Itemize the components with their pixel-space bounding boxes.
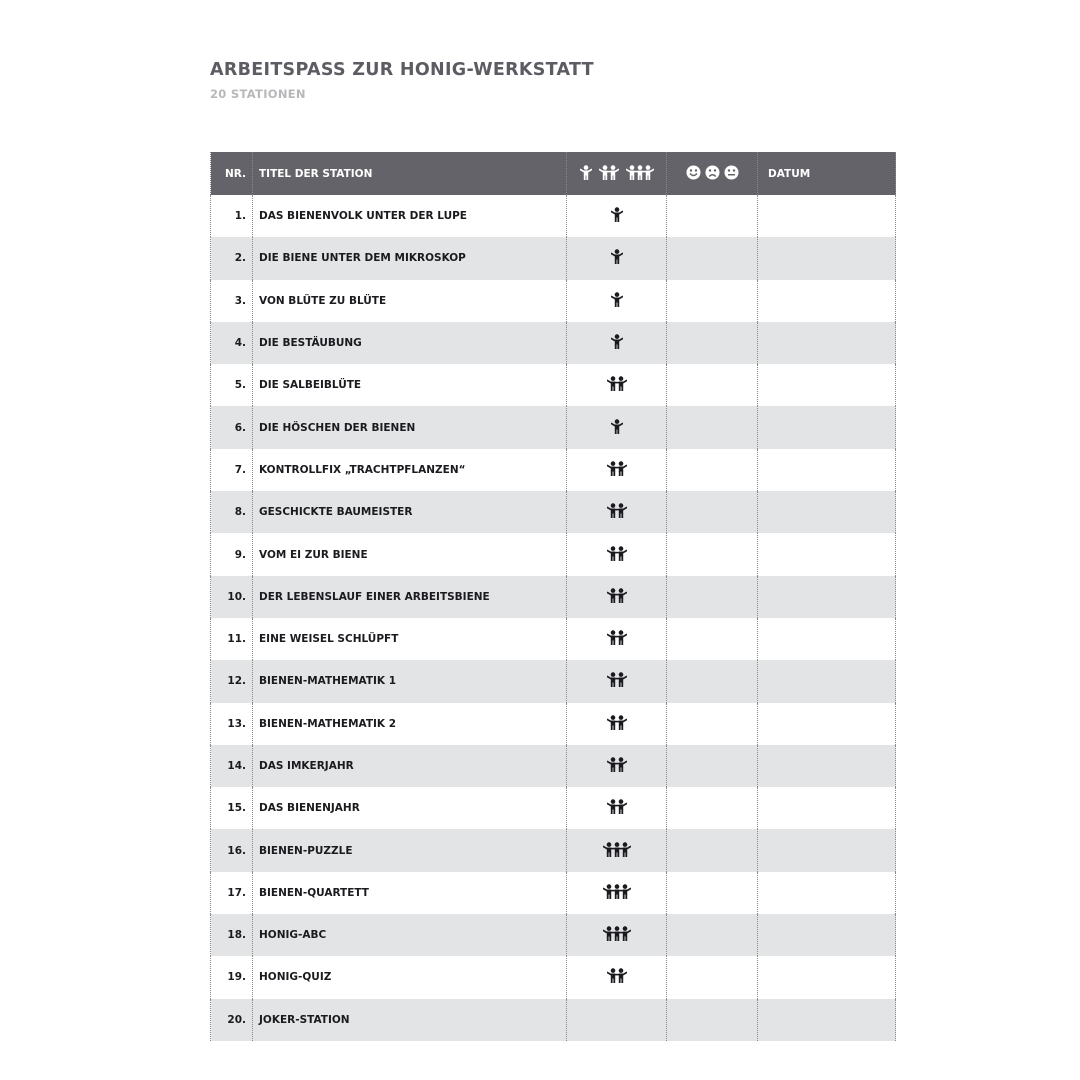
mood-cell[interactable] [667,406,758,448]
header-nr: NR. [211,152,253,195]
mood-cell[interactable] [667,829,758,871]
group-size-cell [567,703,667,745]
person-single-icon [611,207,623,225]
station-title: KONTROLLFIX „TRACHTPFLANZEN“ [253,449,567,491]
date-cell[interactable] [758,703,896,745]
group-size-cell [567,618,667,660]
mood-cell[interactable] [667,449,758,491]
station-number: 14. [211,745,253,787]
station-title: DIE BESTÄUBUNG [253,322,567,364]
station-title: BIENEN-PUZZLE [253,829,567,871]
station-number: 2. [211,237,253,279]
station-title: VOM EI ZUR BIENE [253,533,567,575]
group-size-cell [567,491,667,533]
table-header-row [211,152,896,195]
station-number: 19. [211,956,253,998]
date-cell[interactable] [758,618,896,660]
table-row [211,237,896,279]
station-title: DAS BIENENVOLK UNTER DER LUPE [253,195,567,237]
mood-cell[interactable] [667,703,758,745]
mood-cell[interactable] [667,280,758,322]
date-cell[interactable] [758,491,896,533]
station-title: DIE SALBEIBLÜTE [253,364,567,406]
station-title: DIE HÖSCHEN DER BIENEN [253,406,567,448]
smiley-sad-icon [705,165,720,183]
date-cell[interactable] [758,829,896,871]
group-size-cell [567,195,667,237]
person-group-icon [603,926,631,944]
station-title: DAS BIENENJAHR [253,787,567,829]
header-date: DATUM [758,152,896,195]
station-number: 12. [211,660,253,702]
mood-cell[interactable] [667,999,758,1041]
station-number: 7. [211,449,253,491]
station-number: 15. [211,787,253,829]
group-size-cell [567,576,667,618]
date-cell[interactable] [758,999,896,1041]
person-pair-icon [607,461,627,479]
person-group-icon [603,842,631,860]
mood-cell[interactable] [667,914,758,956]
table-row [211,999,896,1041]
mood-cell[interactable] [667,872,758,914]
station-number: 10. [211,576,253,618]
mood-cell[interactable] [667,745,758,787]
group-size-cell [567,660,667,702]
station-number: 8. [211,491,253,533]
mood-cell[interactable] [667,491,758,533]
group-size-cell [567,449,667,491]
station-number: 5. [211,364,253,406]
group-size-cell [567,999,667,1041]
station-number: 18. [211,914,253,956]
table-row [211,872,896,914]
group-size-cell [567,280,667,322]
station-table [210,152,896,1041]
station-title: VON BLÜTE ZU BLÜTE [253,280,567,322]
person-pair-icon [607,376,627,394]
mood-cell[interactable] [667,956,758,998]
person-pair-icon [607,630,627,648]
mood-cell[interactable] [667,322,758,364]
smiley-happy-icon [686,165,701,183]
station-title: HONIG-QUIZ [253,956,567,998]
station-title: HONIG-ABC [253,914,567,956]
document-title: ARBEITSPASS ZUR HONIG-WERKSTATT [210,60,594,80]
date-cell[interactable] [758,449,896,491]
station-number: 17. [211,872,253,914]
date-cell[interactable] [758,280,896,322]
table-row [211,745,896,787]
station-title: BIENEN-MATHEMATIK 2 [253,703,567,745]
station-number: 4. [211,322,253,364]
table-row [211,618,896,660]
date-cell[interactable] [758,533,896,575]
group-size-cell [567,406,667,448]
document-subtitle: 20 STATIONEN [210,87,306,101]
station-number: 13. [211,703,253,745]
mood-cell[interactable] [667,533,758,575]
person-pair-icon [607,672,627,690]
station-title: JOKER-STATION [253,999,567,1041]
header-title: TITEL DER STATION [253,152,567,195]
group-size-cell [567,237,667,279]
table-row [211,449,896,491]
person-pair-icon [607,757,627,775]
date-cell[interactable] [758,406,896,448]
table-row [211,195,896,237]
station-number: 11. [211,618,253,660]
station-title: EINE WEISEL SCHLÜPFT [253,618,567,660]
table-row [211,533,896,575]
group-size-cell [567,829,667,871]
station-number: 3. [211,280,253,322]
group-size-cell [567,914,667,956]
group-size-cell [567,787,667,829]
person-pair-icon [607,588,627,606]
date-cell[interactable] [758,956,896,998]
table-row [211,660,896,702]
station-title: GESCHICKTE BAUMEISTER [253,491,567,533]
table-row [211,829,896,871]
person-single-icon [611,292,623,310]
station-number: 1. [211,195,253,237]
person-group-icon [626,165,654,183]
date-cell[interactable] [758,872,896,914]
mood-cell[interactable] [667,576,758,618]
table-row [211,956,896,998]
table-row [211,787,896,829]
station-title: BIENEN-QUARTETT [253,872,567,914]
date-cell[interactable] [758,195,896,237]
date-cell[interactable] [758,322,896,364]
table-row [211,280,896,322]
date-cell[interactable] [758,745,896,787]
person-group-icon [603,884,631,902]
date-cell[interactable] [758,364,896,406]
person-single-icon [611,334,623,352]
person-pair-icon [607,715,627,733]
table-row [211,406,896,448]
header-group-size [567,152,667,195]
date-cell[interactable] [758,576,896,618]
mood-cell[interactable] [667,787,758,829]
person-single-icon [611,249,623,267]
date-cell[interactable] [758,237,896,279]
person-pair-icon [599,165,619,183]
station-title: DAS IMKERJAHR [253,745,567,787]
group-size-cell [567,364,667,406]
table-row [211,322,896,364]
person-single-icon [611,419,623,437]
date-cell[interactable] [758,914,896,956]
table-row [211,576,896,618]
mood-cell[interactable] [667,237,758,279]
date-cell[interactable] [758,660,896,702]
table-row [211,914,896,956]
station-number: 9. [211,533,253,575]
person-pair-icon [607,503,627,521]
person-pair-icon [607,546,627,564]
date-cell[interactable] [758,787,896,829]
table-row [211,703,896,745]
station-number: 6. [211,406,253,448]
smiley-neutral-icon [724,165,739,183]
mood-cell[interactable] [667,195,758,237]
mood-cell[interactable] [667,364,758,406]
person-single-icon [580,165,592,183]
station-number: 20. [211,999,253,1041]
station-title: DER LEBENSLAUF EINER ARBEITSBIENE [253,576,567,618]
group-size-cell [567,956,667,998]
station-title: DIE BIENE UNTER DEM MIKROSKOP [253,237,567,279]
person-pair-icon [607,968,627,986]
group-size-cell [567,322,667,364]
mood-cell[interactable] [667,618,758,660]
group-size-cell [567,872,667,914]
group-size-cell [567,745,667,787]
header-mood [667,152,758,195]
mood-cell[interactable] [667,660,758,702]
station-number: 16. [211,829,253,871]
table-row [211,491,896,533]
group-size-cell [567,533,667,575]
table-row [211,364,896,406]
person-pair-icon [607,799,627,817]
station-title: BIENEN-MATHEMATIK 1 [253,660,567,702]
